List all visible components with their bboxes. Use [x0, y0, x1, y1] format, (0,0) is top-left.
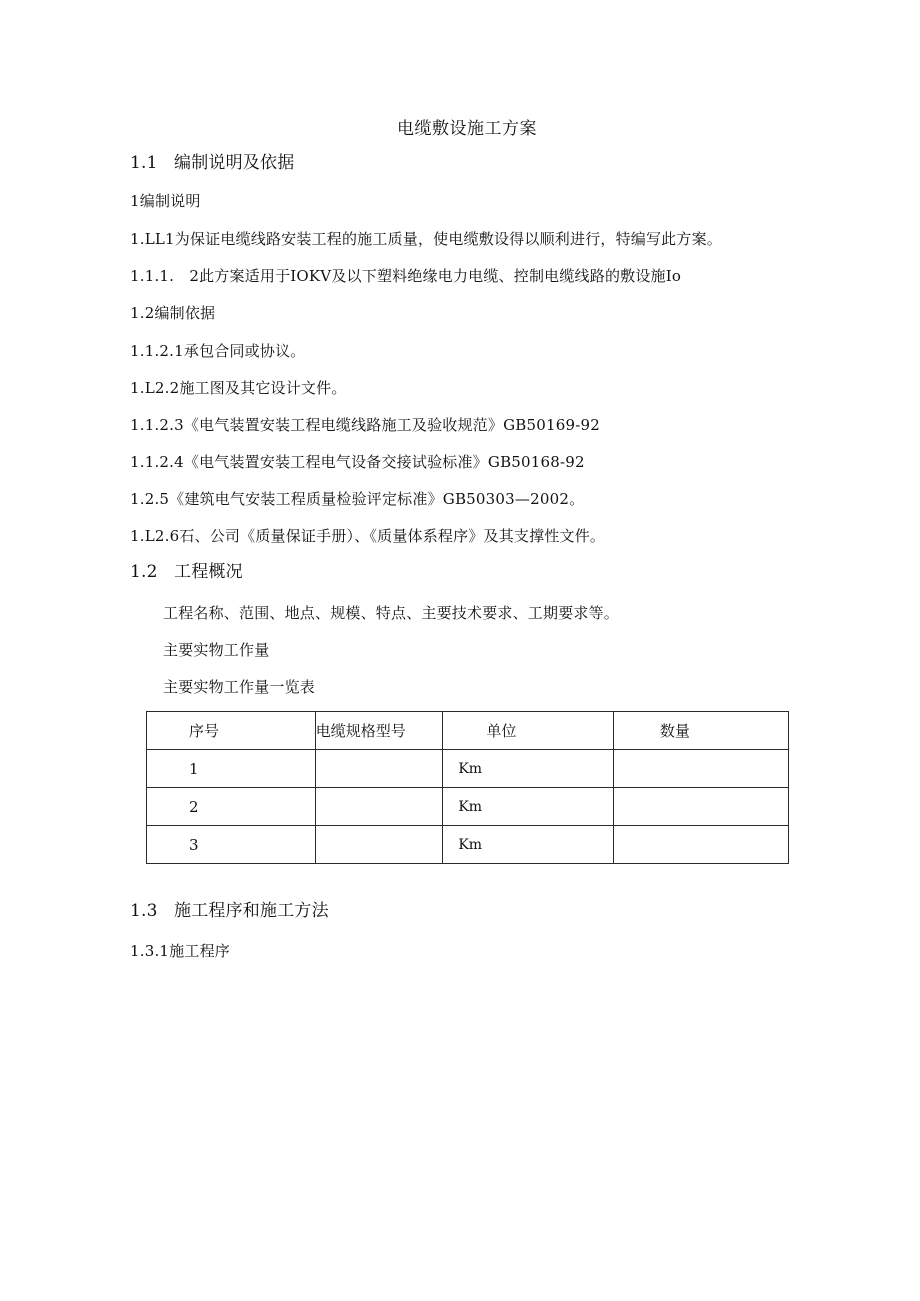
table-cell-index: 2 [147, 788, 316, 826]
table-cell-quantity [613, 826, 788, 864]
section-number: 1.1 [130, 153, 158, 173]
table-row [147, 826, 789, 864]
table-row [147, 788, 789, 826]
paragraph-basis-2: 1.L2.2施工图及其它设计文件。 [130, 379, 347, 397]
table-header-unit: 单位 [443, 712, 614, 750]
section-title: 施工程序和施工方法 [174, 901, 329, 921]
section-title: 工程概况 [174, 562, 243, 582]
table-cell-cable-spec [315, 788, 443, 826]
paragraph-scope: 1.1.1. 2此方案适用于IOKV及以下塑料绝缘电力电缆、控制电缆线路的敷设施Io [130, 267, 682, 285]
table-cell-cable-spec [315, 750, 443, 788]
section-heading-1-2 [130, 562, 243, 582]
workload-table [146, 711, 789, 864]
paragraph-basis-heading: 1.2编制依据 [130, 304, 216, 322]
table-cell-unit: Km [443, 826, 614, 864]
paragraph-compile-note: 1编制说明 [130, 192, 201, 210]
table-cell-unit: Km [443, 788, 614, 826]
table-cell-index: 3 [147, 826, 316, 864]
paragraph-workload: 主要实物工作量 [163, 641, 270, 659]
paragraph-basis-4: 1.1.2.4《电气装置安装工程电气设备交接试验标准》GB50168-92 [130, 453, 585, 471]
section-heading-1-3 [130, 901, 329, 921]
paragraph-construction-procedure: 1.3.1施工程序 [130, 942, 230, 960]
table-cell-unit: Km [443, 750, 614, 788]
paragraph-basis-3: 1.1.2.3《电气装置安装工程电缆线路施工及验收规范》GB50169-92 [130, 416, 600, 434]
paragraph-basis-1: 1.1.2.1承包合同或协议。 [130, 342, 306, 360]
paragraph-basis-5: 1.2.5《建筑电气安装工程质量检验评定标准》GB50303—2002。 [130, 490, 585, 508]
table-header-index: 序号 [147, 712, 316, 750]
section-title: 编制说明及依据 [174, 153, 295, 173]
paragraph-purpose: 1.LL1为保证电缆线路安装工程的施工质量，使电缆敷设得以顺利进行，特编写此方案。 [130, 230, 722, 248]
table-row [147, 750, 789, 788]
paragraph-basis-6: 1.L2.6石、公司《质量保证手册）、《质量体系程序》及其支撑性文件。 [130, 527, 606, 545]
table-header-cable-spec: 电缆规格型号 [315, 712, 443, 750]
table-cell-quantity [613, 788, 788, 826]
table-header-quantity: 数量 [613, 712, 788, 750]
table-cell-cable-spec [315, 826, 443, 864]
table-cell-index: 1 [147, 750, 316, 788]
table-header-row [147, 712, 789, 750]
paragraph-workload-table-caption: 主要实物工作量一览表 [163, 678, 316, 696]
document-title: 电缆敷设施工方案 [397, 119, 537, 139]
section-number: 1.3 [130, 901, 158, 921]
section-number: 1.2 [130, 562, 158, 582]
section-heading-1-1 [130, 153, 294, 173]
paragraph-overview: 工程名称、范围、地点、规模、特点、主要技术要求、工期要求等。 [163, 604, 620, 622]
table-cell-quantity [613, 750, 788, 788]
